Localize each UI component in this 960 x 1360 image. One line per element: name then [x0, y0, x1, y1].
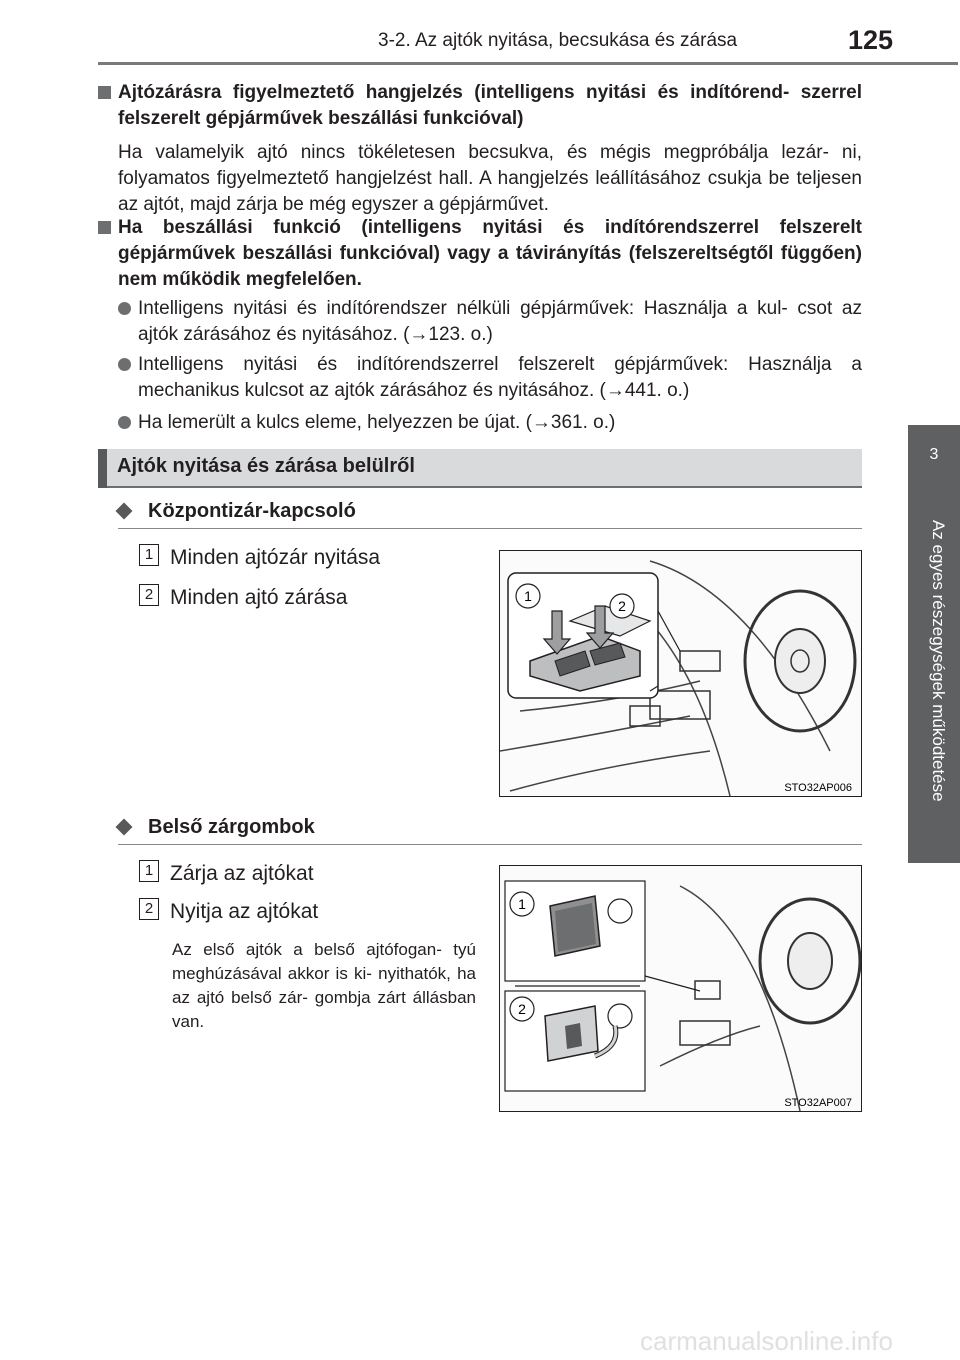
page-number: 125	[848, 25, 894, 55]
step-number-box: 2	[139, 898, 159, 920]
round-bullet-icon	[118, 358, 131, 371]
figure-note: Az első ajtók a belső ajtófogan- tyú meghúzásával akkor is ki- nyithatók, ha az ajtó belső zár- gombja zárt állásban van.	[172, 940, 476, 1031]
step-number-box: 2	[139, 584, 159, 606]
step-text: Minden ajtó zárása	[170, 586, 348, 609]
callout-2: 2	[618, 598, 626, 614]
figure-door-lock-switch	[499, 550, 862, 797]
section-title: Ajtók nyitása és zárása belülről	[117, 455, 415, 477]
subsection-heading: Központizár-kapcsoló	[118, 500, 862, 523]
subsection-heading: Belső zárgombok	[118, 816, 862, 839]
bullet-text: Intelligens nyitási és indítórendszer nélküli gépjárművek: Használja a kul- csot az ajtók zárásához és nyitásához. (→123. o.)	[138, 298, 862, 345]
figure-code: STO32AP006	[784, 782, 852, 794]
door-switch-illustration	[500, 551, 861, 796]
callout-1: 1	[518, 896, 526, 912]
bullet-item	[118, 410, 862, 436]
note-heading: Ha beszállási funkció (intelligens nyitási és indítórendszerrel felszerelt gépjárművek beszállási funkcióval) vagy a távirányítás (felszereltségtől függően) nem működik megfelelően.	[118, 217, 862, 290]
bullet-item	[118, 352, 862, 404]
round-bullet-icon	[118, 302, 131, 315]
step-number-box: 1	[139, 544, 159, 566]
square-bullet-icon	[98, 221, 111, 234]
header-rule	[98, 62, 958, 65]
step-text: Minden ajtózár nyitása	[170, 546, 381, 569]
callout-2: 2	[518, 1001, 526, 1017]
round-bullet-icon	[118, 416, 131, 429]
step-text: Nyitja az ajtókat	[170, 900, 319, 923]
subsection-rule	[118, 844, 862, 845]
section-heading-bar	[98, 449, 862, 488]
step-text: Zárja az ajtókat	[170, 862, 314, 885]
figure-inner-lock-buttons	[499, 865, 862, 1112]
running-header: 3-2. Az ajtók nyitása, becsukása és zárása	[378, 30, 738, 51]
bullet-item	[118, 296, 862, 348]
footer-watermark: carmanualsonline.info	[640, 1326, 893, 1356]
chapter-label: Az egyes részegységek működtetése	[929, 520, 948, 802]
note-block-2	[98, 215, 862, 293]
chapter-number: 3	[929, 446, 939, 463]
note-heading: Ajtózárásra figyelmeztető hangjelzés (intelligens nyitási és indítórend- szerrel felszerelt gépjárművek beszállási funkcióval)	[118, 82, 862, 129]
note-block-1	[98, 80, 862, 218]
subsection-rule	[118, 528, 862, 529]
bullet-text: Ha lemerült a kulcs eleme, helyezzen be újat. (→361. o.)	[138, 412, 616, 433]
lock-button-illustration	[500, 866, 861, 1111]
callout-1: 1	[524, 588, 532, 604]
bullet-text: Intelligens nyitási és indítórendszerrel felszerelt gépjárművek: Használja a mechanikus kulcsot az ajtók zárásához és nyitásához. (→441. o.)	[138, 354, 862, 401]
step-number-box: 1	[139, 860, 159, 882]
square-bullet-icon	[98, 86, 111, 99]
figure-code: STO32AP007	[784, 1097, 852, 1109]
note-body: Ha valamelyik ajtó nincs tökéletesen becsukva, és mégis megpróbálja lezár- ni, folyamatos figyelmeztető hangjelzést hall. A hangjelzés leállításához csukja be teljesen az ajtót, majd zárja be még egyszer a gépjárművet.	[118, 142, 862, 215]
